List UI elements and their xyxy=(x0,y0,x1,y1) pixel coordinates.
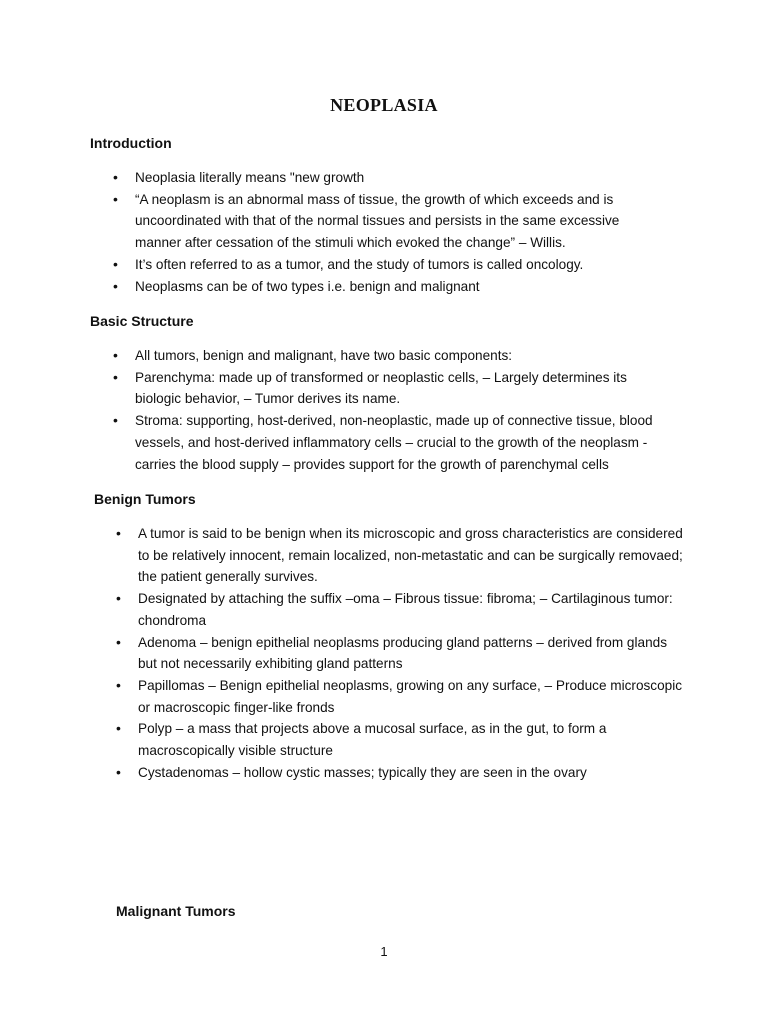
list-item: • All tumors, benign and malignant, have two basic components: xyxy=(135,345,669,367)
basic-structure-heading: Basic Structure xyxy=(90,313,194,329)
document-title: NEOPLASIA xyxy=(330,95,438,115)
introduction-list xyxy=(135,167,635,297)
list-item: • It’s often referred to as a tumor, and the study of tumors is called oncology. xyxy=(135,254,635,276)
list-item: • “A neoplasm is an abnormal mass of tissue, the growth of which exceeds and is uncoordinated with that of the normal tissues and persists in the same excessive manner after cessation of the stimuli which evoked the change” – Willis. xyxy=(135,189,635,254)
list-item: • Polyp – a mass that projects above a mucosal surface, as in the gut, to form a macroscopically visible structure xyxy=(138,718,683,761)
list-item: • Stroma: supporting, host-derived, non-neoplastic, made up of connective tissue, blood vessels, and host-derived inflammatory cells – crucial to the growth of the neoplasm - carries the blood supply – provides support for the growth of parenchymal cells xyxy=(135,410,669,475)
list-item: • Neoplasms can be of two types i.e. benign and malignant xyxy=(135,276,635,298)
list-item: • A tumor is said to be benign when its microscopic and gross characteristics are considered to be relatively innocent, remain localized, non-metastatic and can be surgically removaed; the patient generally survives. xyxy=(138,523,683,588)
list-item: • Papillomas – Benign epithelial neoplasms, growing on any surface, – Produce microscopic or macroscopic finger-like fronds xyxy=(138,675,683,718)
benign-tumors-heading: Benign Tumors xyxy=(94,491,196,507)
list-item: • Parenchyma: made up of transformed or neoplastic cells, – Largely determines its biologic behavior, – Tumor derives its name. xyxy=(135,367,669,410)
malignant-tumors-heading: Malignant Tumors xyxy=(116,903,236,919)
list-item: • Cystadenomas – hollow cystic masses; typically they are seen in the ovary xyxy=(138,762,683,784)
basic-structure-list xyxy=(135,345,669,475)
list-item: • Designated by attaching the suffix –oma – Fibrous tissue: fibroma; – Cartilaginous tumor: chondroma xyxy=(138,588,683,631)
list-item: • Neoplasia literally means "new growth xyxy=(135,167,635,189)
list-item: • Adenoma – benign epithelial neoplasms producing gland patterns – derived from glands but not necessarily exhibiting gland patterns xyxy=(138,632,683,675)
benign-tumors-list xyxy=(138,523,683,783)
introduction-heading: Introduction xyxy=(90,135,172,151)
page-number: 1 xyxy=(380,944,388,959)
